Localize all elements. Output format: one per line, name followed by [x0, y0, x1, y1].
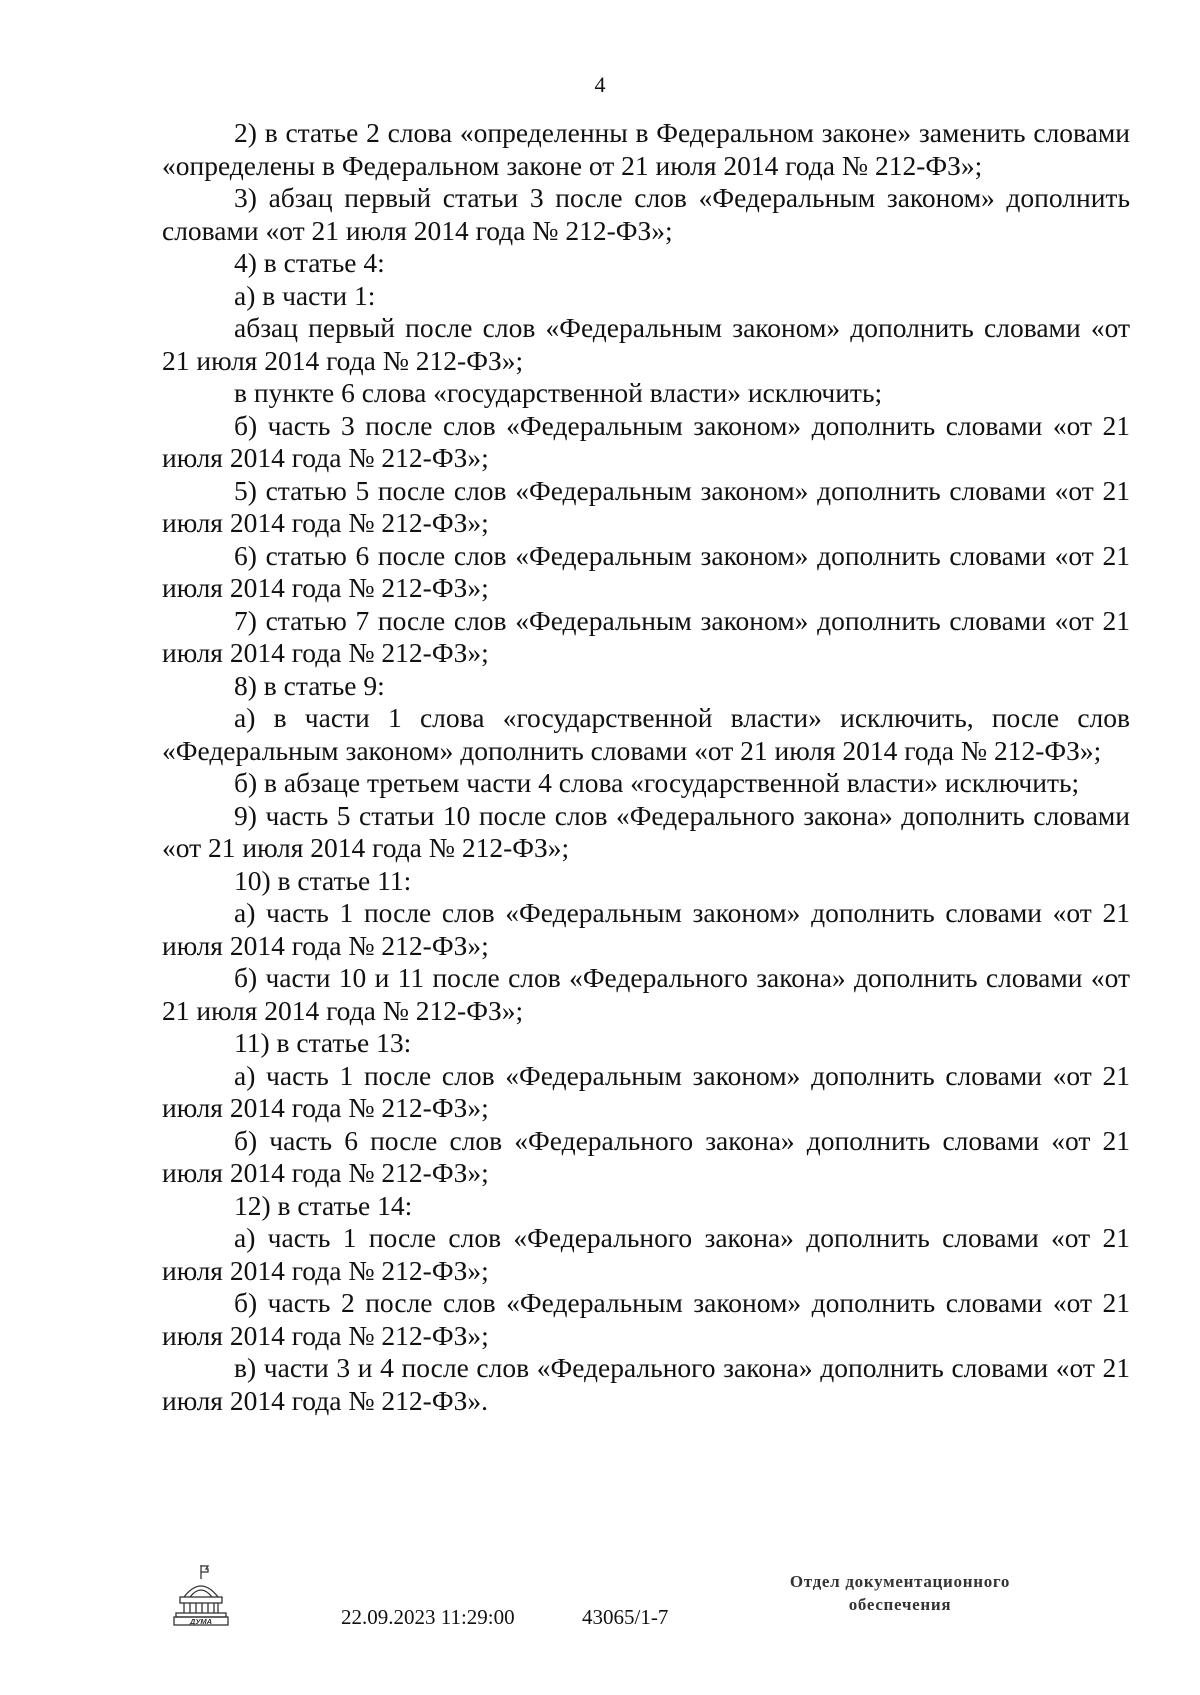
document-body [162, 117, 1130, 1417]
paragraph: а) в части 1: [234, 279, 376, 311]
paragraph: а) часть 1 после слов «Федерального закона» дополнить словами «от 21 июля 2014 года № 212-ФЗ»; [162, 1222, 1130, 1286]
department-line: обеспечения [848, 1595, 952, 1614]
paragraph: 8) в статье 9: [234, 669, 385, 701]
paragraph: 6) статью 6 после слов «Федеральным законом» дополнить словами «от 21 июля 2014 года № 212-ФЗ»; [162, 539, 1130, 603]
page-number: 4 [594, 72, 606, 97]
registration-number: 43065/1-7 [582, 1605, 669, 1629]
svg-text:ДУМА: ДУМА [189, 1617, 213, 1626]
paragraph: 2) в статье 2 слова «определенны в Федеральном законе» заменить словами «определены в Федеральном законе от 21 июля 2014 года № 212-ФЗ»; [162, 117, 1130, 181]
duma-logo [172, 1563, 230, 1627]
department-line: Отдел документационного [789, 1572, 1011, 1591]
paragraph: 12) в статье 14: [234, 1189, 413, 1221]
paragraph: а) в части 1 слова «государственной власти» исключить, после слов «Федеральным законом» дополнить словами «от 21 июля 2014 года № 212-ФЗ»; [162, 702, 1130, 766]
paragraph: абзац первый после слов «Федеральным законом» дополнить словами «от 21 июля 2014 года № 212-ФЗ»; [162, 312, 1130, 376]
duma-building-icon [172, 1563, 230, 1627]
paragraph: б) части 10 и 11 после слов «Федерального закона» дополнить словами «от 21 июля 2014 года № 212-ФЗ»; [162, 962, 1130, 1026]
paragraph: б) часть 2 после слов «Федеральным законом» дополнить словами «от 21 июля 2014 года № 212-ФЗ»; [162, 1287, 1130, 1351]
paragraph: 3) абзац первый статьи 3 после слов «Федеральным законом» дополнить словами «от 21 июля 2014 года № 212-ФЗ»; [162, 182, 1130, 246]
paragraph: а) часть 1 после слов «Федеральным законом» дополнить словами «от 21 июля 2014 года № 212-ФЗ»; [162, 897, 1130, 961]
paragraph: а) часть 1 после слов «Федеральным законом» дополнить словами «от 21 июля 2014 года № 212-ФЗ»; [162, 1059, 1130, 1123]
paragraph: 7) статью 7 после слов «Федеральным законом» дополнить словами «от 21 июля 2014 года № 212-ФЗ»; [162, 604, 1130, 668]
paragraph: 10) в статье 11: [234, 864, 412, 896]
paragraph: 5) статью 5 после слов «Федеральным законом» дополнить словами «от 21 июля 2014 года № 212-ФЗ»; [162, 474, 1130, 538]
department-stamp [740, 1570, 1060, 1616]
paragraph: 9) часть 5 статьи 10 после слов «Федерального закона» дополнить словами «от 21 июля 2014 года № 212-ФЗ»; [162, 799, 1130, 863]
paragraph: в пункте 6 слова «государственной власти» исключить; [234, 377, 883, 408]
paragraph: 4) в статье 4: [234, 247, 385, 278]
paragraph: б) часть 3 после слов «Федеральным законом» дополнить словами «от 21 июля 2014 года № 212-ФЗ»; [162, 409, 1130, 473]
paragraph: б) часть 6 после слов «Федерального закона» дополнить словами «от 21 июля 2014 года № 212-ФЗ»; [162, 1124, 1130, 1188]
document-timestamp: 22.09.2023 11:29:00 [341, 1605, 515, 1629]
paragraph: в) части 3 и 4 после слов «Федерального закона» дополнить словами «от 21 июля 2014 года № 212-ФЗ». [162, 1352, 1130, 1416]
paragraph: б) в абзаце третьем части 4 слова «государственной власти» исключить; [234, 767, 1080, 798]
paragraph: 11) в статье 13: [234, 1027, 412, 1058]
